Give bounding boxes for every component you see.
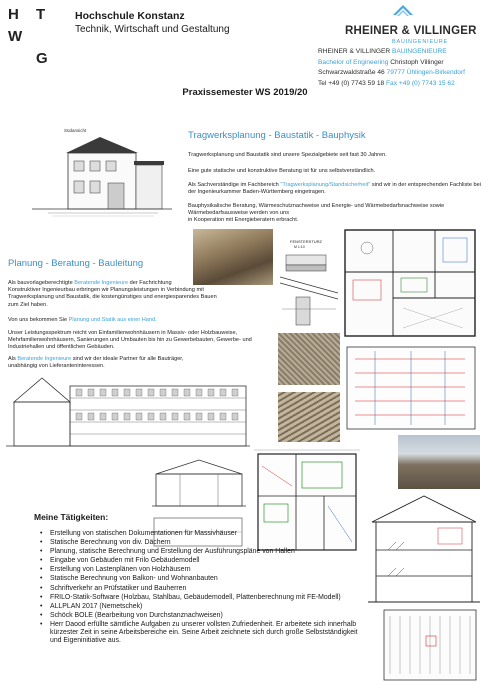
- section1-p4-line2: Wärmebedarfsausweise werden von uns: [188, 210, 290, 217]
- firm-line3-main: Schwarzwaldstraße 46: [318, 69, 385, 77]
- school-name: Hochschule Konstanz: [75, 10, 185, 22]
- section2-p4: [8, 356, 278, 370]
- reinforcement-photo-1: [278, 333, 340, 385]
- section2-p1-a: Als bauvorlageberechtigte: [8, 280, 73, 286]
- reinforcement-plan-drawing: [345, 345, 477, 431]
- section2-heading: Planung - Beratung - Bauleitung: [8, 258, 144, 269]
- section2-p2: [8, 317, 278, 324]
- firm-fax: Fax +49 (0) 7743 15 62: [386, 79, 455, 87]
- firm-line2-name: Christoph Villinger: [390, 58, 444, 66]
- section2-p4-line2: unabhängig von Lieferanteninteressen.: [8, 363, 105, 370]
- htwg-letter-w: W: [8, 28, 23, 45]
- htwg-logo: [8, 6, 60, 66]
- detail-label-1: FENSTERSTURZ: [290, 239, 322, 244]
- tasks-list: [40, 530, 370, 646]
- roof-structure-photo: [193, 229, 273, 285]
- list-item: • Schöck BOLE (Bearbeitung von Durchstanznachweisen): [40, 612, 370, 620]
- htwg-letter-g: G: [36, 50, 48, 67]
- section2-p1-link[interactable]: Beratende Ingenieure: [74, 280, 129, 286]
- firm-contact-block: [318, 47, 465, 89]
- section1-p4: [188, 203, 484, 225]
- section2-p4-b: sind wir der ideale Partner für alle Bauträger,: [72, 356, 184, 362]
- section1-p3: [188, 182, 484, 196]
- school-subtitle: Technik, Wirtschaft und Gestaltung: [75, 24, 230, 35]
- section1-p3-a: Als Sachverständige im Fachbereich: [188, 182, 279, 188]
- construction-site-photo: [398, 435, 480, 489]
- list-item: • FRILO-Statik-Software (Holzbau, Stahlbau, Gebäudemodell, Plattenberechnung mit FE-Modell): [40, 594, 370, 602]
- detail-label-2: M 1:10: [294, 245, 305, 249]
- section2-p1-b: der Fachrichtung: [129, 280, 172, 286]
- firm-line1-main: RHEINER & VILLINGER: [318, 48, 391, 55]
- htwg-letter-h: H: [8, 6, 19, 23]
- hall-section-drawing: [150, 456, 248, 512]
- section1-heading: Tragwerksplanung - Baustatik - Bauphysik: [188, 130, 366, 141]
- section2-p1-line4: zum Ziel haben.: [8, 301, 48, 308]
- house-elevation-drawing: [28, 125, 176, 225]
- section2-p3-line2: Mehrfamilienwohnhäusern, Sanierungen und Umbauten bis hin zu Gewerbebauten, Gewerbe- und: [8, 337, 252, 344]
- firm-line1-blue: BAUINGENIEURE: [392, 48, 447, 55]
- floor-plan-drawing: [343, 228, 477, 338]
- htwg-letter-t: T: [36, 6, 46, 23]
- page-title: Praxissemester WS 2019/20: [182, 87, 308, 98]
- section2-p3: [8, 330, 284, 352]
- section1-p4-line3: in Kooperation mit Energieberatern erbracht.: [188, 217, 299, 224]
- section1-p4-line1: Bauphysikalische Beratung, Wärmeschutznachweise und Energie- und Wärmebedarfsnachweise sowie: [188, 203, 445, 209]
- list-item: • Schriftverkehr an Prüfstatiker und Bauherren: [40, 585, 370, 593]
- section1-p2: Eine gute statische und konstruktive Beratung ist für uns selbstverständlich.: [188, 168, 376, 174]
- list-item: • Eingabe von Gebäuden mit Frilo Gebäudemodell: [40, 557, 370, 565]
- section2-p1-line3: Tragwerksplanung und Baustatik, die kostengünstiges und energiesparendes Bauen: [8, 294, 217, 301]
- section1-p1: Tragwerksplanung und Baustatik sind unsere Spezialgebiete seit fast 30 Jahren.: [188, 152, 387, 158]
- list-item: • Erstellung von Lastenplänen von Holzhäusern: [40, 566, 370, 574]
- list-item: • Statische Berechnung von div. Dächern: [40, 539, 370, 547]
- section1-p3-b: sind wir in der entsprechenden Fachliste bei der Ingenieurkammer Baden-Württemberg eingetragen.: [188, 182, 481, 196]
- list-item: • ALLPLAN 2017 (Nemetschek): [40, 603, 370, 611]
- section2-p4-a: Als: [8, 356, 16, 362]
- section2-p2-link[interactable]: Planung und Statik aus einer Hand.: [68, 317, 157, 323]
- section1-p3-link[interactable]: "Tragwerksplanung/Standsicherheit": [280, 182, 371, 188]
- firm-tel: Tel +49 (0) 7743 59 18: [318, 79, 385, 87]
- firm-tagline: BAUINGENIEURE: [392, 39, 448, 45]
- list-item: • Herr Daood erfüllte sämtliche Aufgaben zu unserer vollsten Zufriedenheit. Er arbeitete sich innerhalb kürzester Zeit in seine Arbeitsbereiche ein. Seine Arbeit zeichnete sich durch große Selbstständigkeit und Eigeninitiative aus.: [40, 621, 370, 645]
- building-facade-drawing: [6, 372, 250, 452]
- section2-p3-line3: Industriehallen und öffentlichen Gebäuden.: [8, 344, 115, 351]
- section2-p3-line1: Unser Leistungsspektrum reicht von Einfamilienwohnhäusern in Massiv- oder Holzbauweise,: [8, 330, 238, 336]
- list-item: • Erstellung von statischen Dokumentationen für Massivhäuser: [40, 530, 370, 538]
- elevation-label: Südansicht: [64, 128, 87, 133]
- firm-roof-logo-icon: [392, 4, 414, 22]
- reinforcement-photo-2: [278, 392, 340, 442]
- list-item: • Statische Berechnung von Balkon- und Wohnanbauten: [40, 575, 370, 583]
- section2-p4-link[interactable]: Beratende Ingenieure: [17, 356, 72, 362]
- site-plan-drawing: [380, 606, 480, 684]
- list-item: • Planung, statische Berechnung und Erstellung der Ausführungspläne von Hallen: [40, 548, 370, 556]
- window-lintel-detail-drawing: [276, 237, 342, 329]
- tasks-heading: Meine Tätigkeiten:: [34, 512, 109, 522]
- firm-line3-blue: 79777 Ühlingen-Birkendorf: [386, 69, 465, 77]
- firm-line2: Bachelor of Engineering: [318, 58, 389, 66]
- section2-p1-line2: Konstruktiver Ingenieurbau erbringen wir Planungsleistungen in Verbindung mit: [8, 287, 204, 294]
- firm-name: RHEINER & VILLINGER: [345, 25, 477, 37]
- section2-p2-a: Von uns bekommen Sie: [8, 317, 68, 323]
- building-cross-section-drawing: [368, 492, 480, 610]
